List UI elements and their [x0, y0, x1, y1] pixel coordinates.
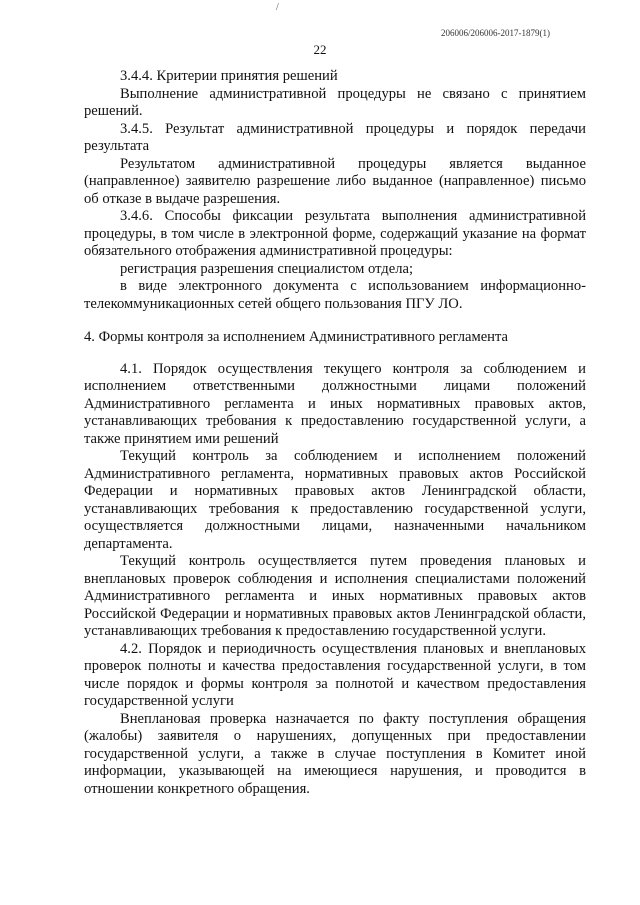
section-4-1-title: 4.1. Порядок осуществления текущего контроля за соблюдением и исполнением ответственными должностными лицами положений Административного регламента и иных нормативных правовых актов, устанавливающих требования к предоставлению государственной услуги, а также принятием ими решений — [84, 360, 586, 447]
scan-mark: / — [276, 2, 279, 13]
paragraph: Внеплановая проверка назначается по факту поступления обращения (жалобы) заявителя о нарушениях, допущенных при предоставлении государственной услуги, а также в случае поступления в Комитет иной информации, указывающей на имеющиеся нарушения, и проводится в отношении конкретного обращения. — [84, 710, 586, 797]
document-body — [84, 68, 586, 798]
paragraph: Текущий контроль осуществляется путем проведения плановых и внеплановых проверок соблюдения и исполнения специалистами положений Административного регламента и иных нормативных правовых актов Российской Федерации и нормативных правовых актов Ленинградской области, устанавливающих требования к предоставлению государственной услуги. — [84, 553, 586, 639]
section-4-heading: 4. Формы контроля за исполнением Административного регламента — [84, 329, 509, 345]
section-4-2-title: 4.2. Порядок и периодичность осуществления плановых и внеплановых проверок полноты и качества предоставления государственной услуги, в том числе порядок и формы контроля за полнотой и качеством предоставления государственной услуги — [84, 640, 586, 709]
paragraph: Текущий контроль за соблюдением и исполнением положений Административного регламента, нормативных правовых актов Российской Федерации и нормативных правовых актов Ленинградской области, устанавливающих требования к предоставлению государственной услуги, осуществляется должностными лицами, назначенными начальником департамента. — [84, 448, 586, 552]
document-number: 206006/206006-2017-1879(1) — [441, 28, 550, 38]
paragraph: Выполнение административной процедуры не связано с принятием решений. — [84, 85, 586, 119]
section-3-4-5-title: 3.4.5. Результат административной процедуры и порядок передачи результата — [84, 120, 586, 154]
paragraph: Результатом административной процедуры является выданное (направленное) заявителю разрешение либо выданное (направленное) письмо об отказе в выдаче разрешения. — [84, 155, 586, 207]
page-number: 22 — [313, 42, 327, 57]
list-item: регистрация разрешения специалистом отдела; — [120, 260, 414, 277]
list-item: в виде электронного документа с использованием информационно-телекоммуникационных сетей общего пользования ПГУ ЛО. — [84, 278, 586, 312]
section-3-4-6-title: 3.4.6. Способы фиксации результата выполнения административной процедуры, в том числе в электронной форме, содержащий указание на формат обязательного отображения административной процедуры: — [84, 208, 586, 259]
section-3-4-4-title: 3.4.4. Критерии принятия решений — [120, 68, 338, 84]
